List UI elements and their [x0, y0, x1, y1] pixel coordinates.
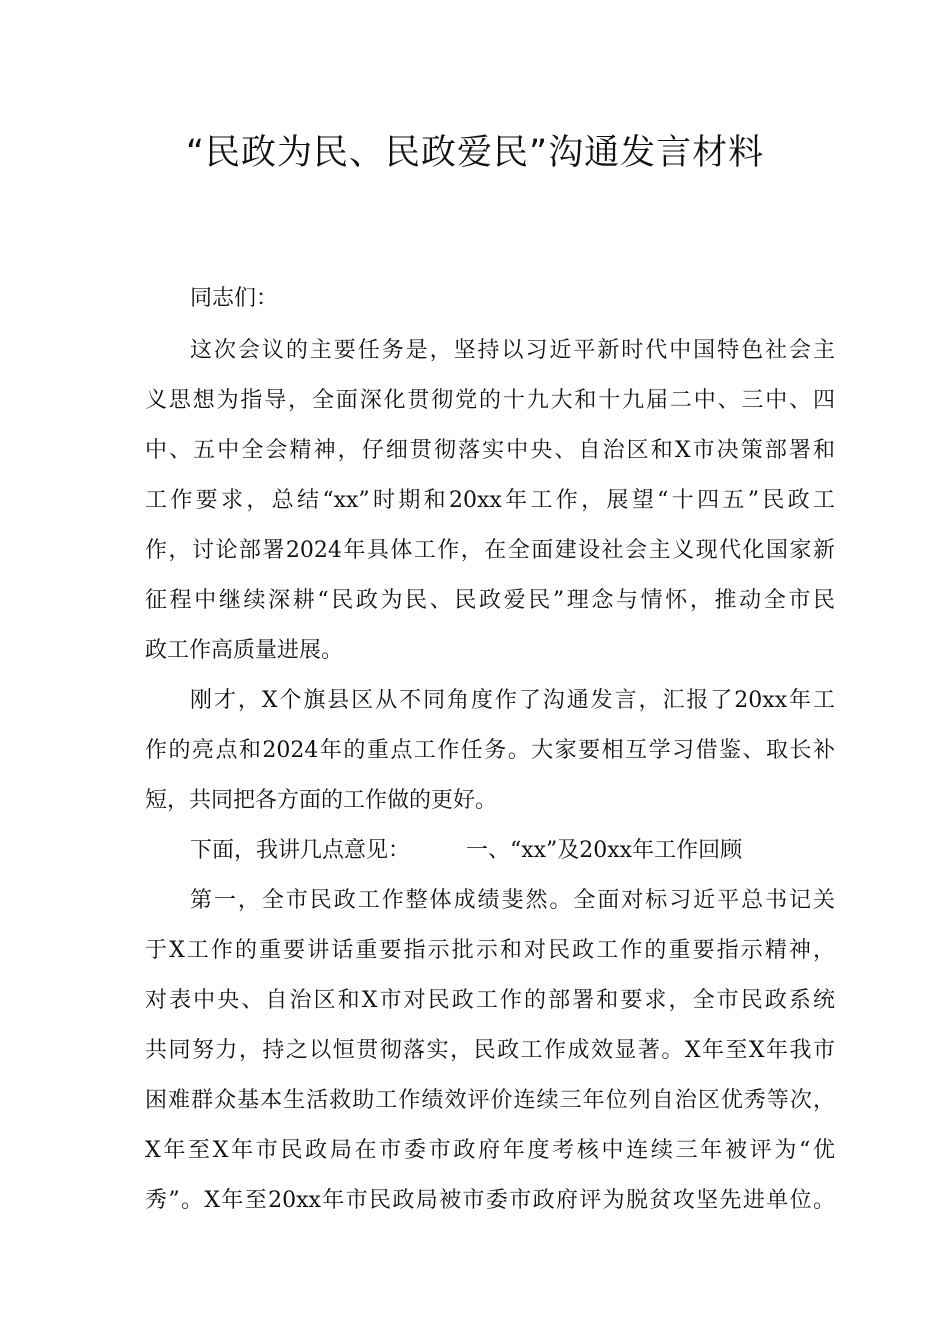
- paragraph-line: 第一，全市民政工作整体成绩斐然。全面对标习近平总书记关: [190, 888, 835, 913]
- document-title: “民政为民、民政爱民”沟通发言材料: [185, 133, 765, 173]
- paragraph-line: 于X工作的重要讲话重要指示批示和对民政工作的重要指示精神，: [145, 938, 835, 963]
- paragraph-line: 共同努力，持之以恒贯彻落实，民政工作成效显著。X年至X年我市: [145, 1038, 835, 1063]
- paragraph-line: 秀”。X年至20xx年市民政局被市委市政府评为脱贫攻坚先进单位。: [145, 1188, 835, 1213]
- paragraph-line: 征程中继续深耕“民政为民、民政爱民”理念与情怀，推动全市民: [145, 588, 835, 613]
- paragraph-line: 下面，我讲几点意见： 一、“xx”及20xx年工作回顾: [190, 838, 743, 863]
- paragraph-line: 义思想为指导，全面深化贯彻党的十九大和十九届二中、三中、四: [145, 388, 835, 413]
- paragraph-line: 作，讨论部署2024年具体工作，在全面建设社会主义现代化国家新: [145, 538, 835, 563]
- paragraph-line: 作的亮点和2024年的重点工作任务。大家要相互学习借鉴、取长补: [145, 738, 835, 763]
- paragraph-line: 困难群众基本生活救助工作绩效评价连续三年位列自治区优秀等次，: [145, 1088, 835, 1113]
- paragraph-line: 刚才，X个旗县区从不同角度作了沟通发言，汇报了20xx年工: [190, 688, 835, 713]
- paragraph-line: X年至X年市民政局在市委市政府年度考核中连续三年被评为“优: [145, 1138, 835, 1163]
- paragraph-line: 政工作高质量进展。: [145, 638, 344, 663]
- paragraph-line: 短，共同把各方面的工作做的更好。: [145, 788, 498, 813]
- paragraph-line: 对表中央、自治区和X市对民政工作的部署和要求，全市民政系统: [145, 988, 835, 1013]
- paragraph-line: 这次会议的主要任务是，坚持以习近平新时代中国特色社会主: [190, 338, 835, 363]
- paragraph-line: 中、五中全会精神，仔细贯彻落实中央、自治区和X市决策部署和: [145, 438, 835, 463]
- paragraph-line: 工作要求，总结“xx”时期和20xx年工作，展望“十四五”民政工: [145, 488, 835, 513]
- salutation: 同志们：: [190, 286, 279, 311]
